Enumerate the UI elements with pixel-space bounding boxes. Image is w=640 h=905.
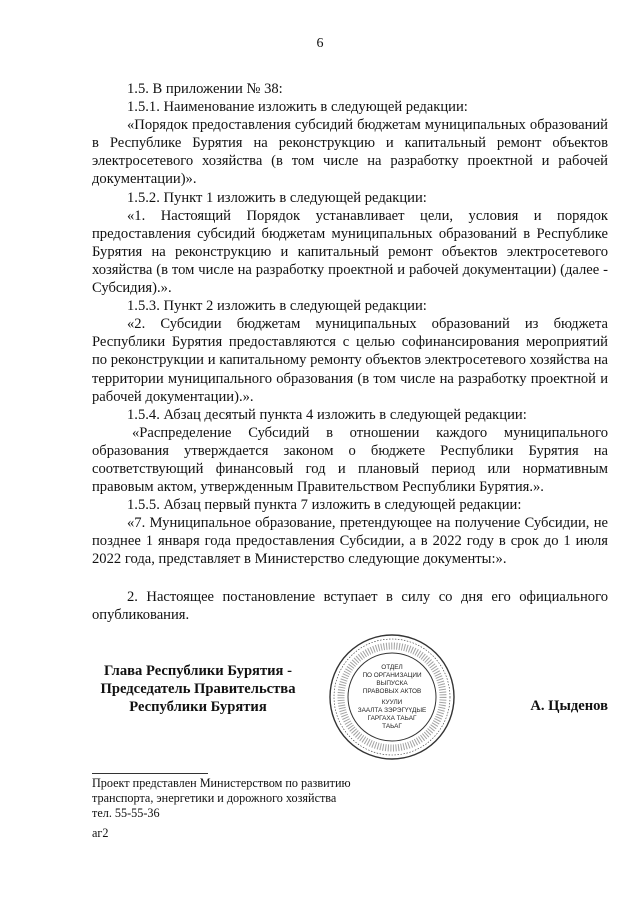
stamp-line-5: КУУЛИ — [381, 699, 403, 706]
stamp-line-8: ТАЬАГ — [382, 723, 402, 730]
paragraph: «Порядок предоставления субсидий бюджетам муниципальных образований в Республике Бурятия на реконструкцию и капитальный ремонт объектов электросетевого хозяйства (в том числе на разработку проектной и рабочей документации)». — [92, 117, 608, 188]
stamp-line-4: ПРАВОВЫХ АКТОВ — [362, 688, 422, 695]
signatory-line-1: Глава Республики Бурятия - — [104, 663, 292, 679]
footnote-divider — [92, 773, 208, 774]
paragraph: 1.5.3. Пункт 2 изложить в следующей редакции: — [127, 298, 427, 315]
paragraph: 1.5. В приложении № 38: — [127, 81, 283, 97]
paragraph-spacer — [92, 569, 608, 588]
signatory-line-2: Председатель Правительства — [100, 681, 296, 697]
stamp-line-1: ОТДЕЛ — [381, 664, 403, 671]
paragraph: 1.5.1. Наименование изложить в следующей редакции: — [127, 99, 468, 116]
footnote-line-1: Проект представлен Министерством по развитию — [92, 776, 351, 790]
document-code: аг2 — [92, 826, 109, 840]
signatory-line-3: Республики Бурятия — [129, 699, 267, 715]
stamp-line-2: ПО ОРГАНИЗАЦИИ — [362, 672, 422, 679]
stamp-line-3: ВЫПУСКА — [376, 680, 408, 687]
document-body — [92, 80, 608, 624]
signatory-title — [92, 662, 304, 716]
paragraph: «Распределение Субсидий в отношении каждого муниципального образования утверждается законом о бюджете Республики Бурятия на соответствующий финансовый год и плановый период или нормативным правовым актом, утвержденным Правительством Республики Бурятия.». — [92, 424, 608, 496]
paragraph: «2. Субсидии бюджетам муниципальных образований из бюджета Республики Бурятия предоставляются с целью софинансирования мероприятий по реконструкции и капитальному ремонту объектов электросетевого хозяйства на территории муниципального образования (в том числе на разработку проектной и рабочей документации).». — [92, 316, 608, 405]
footnote-line-3: тел. 55-55-36 — [92, 806, 160, 820]
paragraph: «1. Настоящий Порядок устанавливает цели, условия и порядок предоставления субсидий бюджетам муниципальных образований в Республике Бурятия на реконструкцию и капитальный ремонт объектов электросетевого хозяйства (в том числе на разработку проектной и рабочей документации) (далее - Субсидия).». — [92, 207, 608, 297]
stamp-line-6: ЗААЛТА ЗЭРЭГҮҮДЫЕ — [357, 707, 427, 714]
footnote-line-2: транспорта, энергетики и дорожного хозяйства — [92, 791, 337, 805]
paragraph: 1.5.5. Абзац первый пункта 7 изложить в следующей редакции: — [127, 497, 522, 514]
footnote — [92, 776, 351, 821]
paragraph: 1.5.2. Пункт 1 изложить в следующей редакции: — [127, 189, 427, 206]
paragraph: 1.5.4. Абзац десятый пункта 4 изложить в следующей редакции: — [127, 406, 527, 423]
official-stamp-icon — [327, 632, 457, 762]
signer-name: А. Цыденов — [530, 698, 608, 714]
stamp-line-7: ГАРГАХА ТАЬАГ — [367, 715, 417, 722]
paragraph: 2. Настоящее постановление вступает в силу со дня его официального опубликования. — [92, 588, 608, 623]
paragraph: «7. Муниципальное образование, претендующее на получение Субсидии, не позднее 1 января года предоставления Субсидии, а в 2022 году в срок до 1 июля 2022 года, представляет в Министерство следующие документы:». — [92, 515, 608, 568]
page-number: 6 — [316, 36, 324, 51]
